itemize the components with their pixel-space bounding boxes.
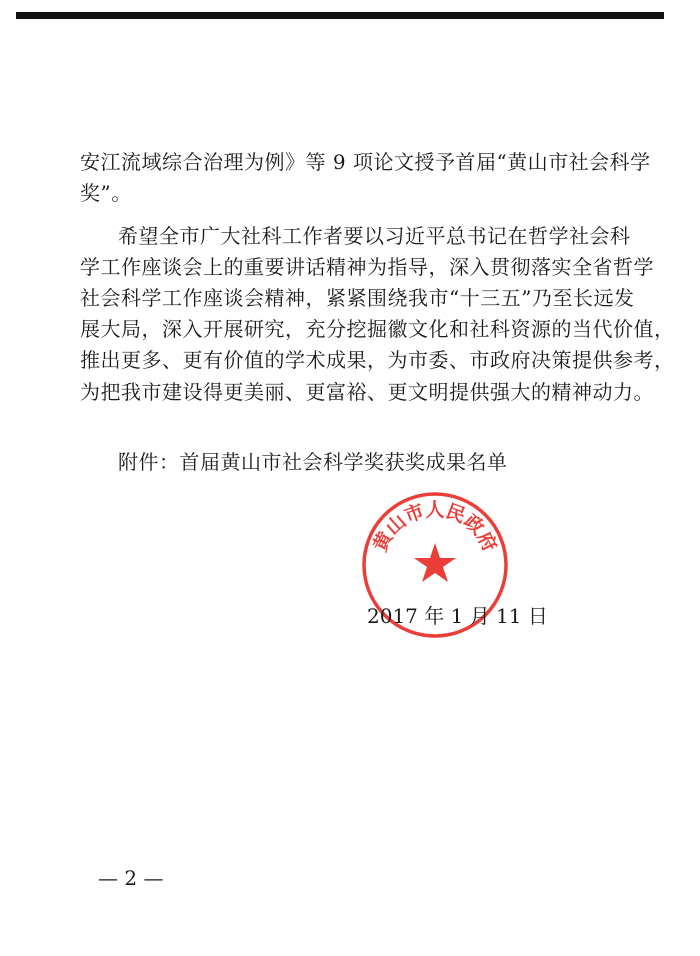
- page-number: — 2 —: [98, 866, 164, 890]
- seal-text: 黄山市人民政府: [369, 499, 501, 556]
- body-text-line: 安江流域综合治理为例》等 9 项论文授予首届“黄山市社会科学: [80, 150, 651, 174]
- body-text-line: 社会科学工作座谈会精神，紧紧围绕我市“十三五”乃至长远发: [80, 286, 635, 310]
- body-text-line: 为把我市建设得更美丽、更富裕、更文明提供强大的精神动力。: [80, 380, 654, 404]
- body-text-line: 展大局，深入开展研究，充分挖掘徽文化和社科资源的当代价值，: [80, 317, 675, 341]
- body-text-line: 学工作座谈会上的重要讲话精神为指导，深入贯彻落实全省哲学: [80, 255, 654, 279]
- body-text-line: 推出更多、更有价值的学术成果，为市委、市政府决策提供参考，: [80, 348, 675, 372]
- top-border-bar: [16, 12, 664, 19]
- paragraph-first-line: 希望全市广大社科工作者要以习近平总书记在哲学社会科: [118, 224, 631, 248]
- body-text-line: 奖”。: [80, 181, 132, 205]
- attachment-note: 附件：首届黄山市社会科学奖获奖成果名单: [118, 450, 508, 474]
- document-date: 2017 年 1 月 11 日: [367, 604, 548, 628]
